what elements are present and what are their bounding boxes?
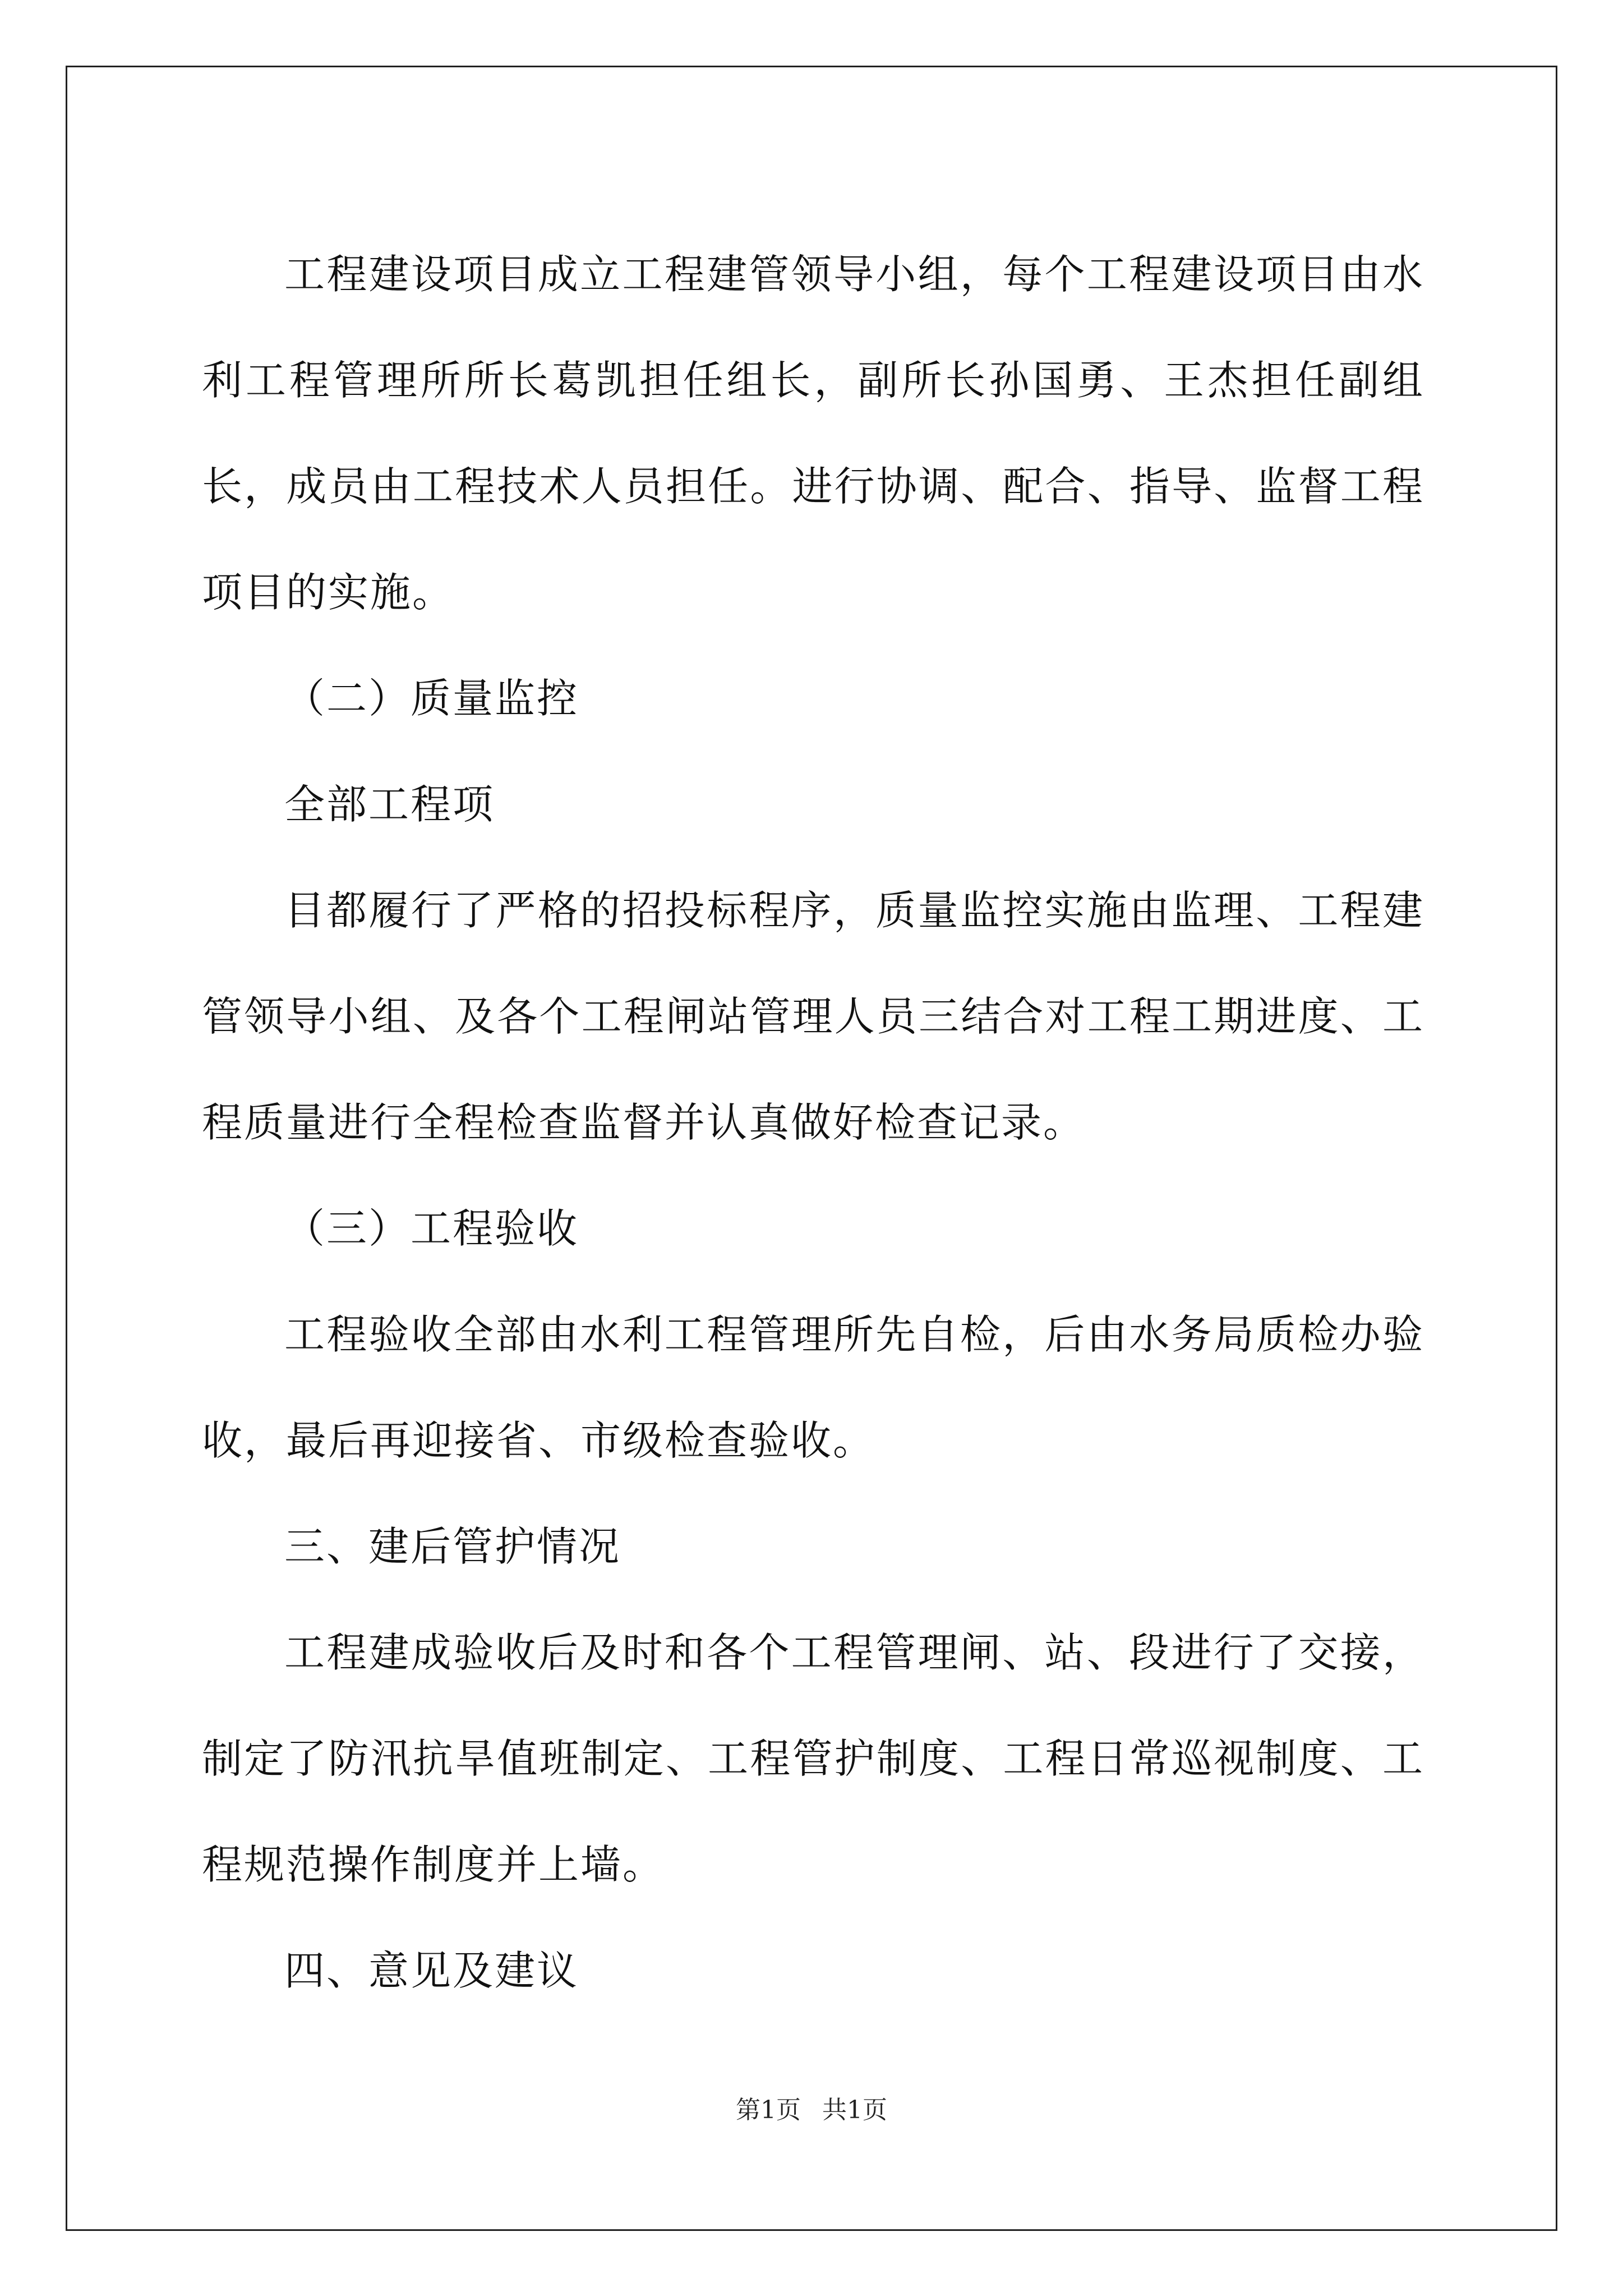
heading-project-acceptance: （三）工程验收 — [284, 1205, 579, 1252]
heading-opinions-and-suggestions: 四、意见及建议 — [284, 1947, 579, 1994]
heading-post-construction-maintenance: 三、建后管护情况 — [284, 1523, 621, 1570]
paragraph-all-projects: 全部工程项 — [284, 781, 495, 828]
paragraph-acceptance-process: 工程验收全部由水利工程管理所先自检，后由水务局质检办验收，最后再迎接省、市级检查验收。 — [202, 1311, 1424, 1464]
document-body — [202, 222, 1424, 2024]
paragraph-bidding-and-supervision: 目都履行了严格的招投标程序，质量监控实施由监理、工程建管领导小组、及各个工程闸站管理人员三结合对工程工期进度、工程质量进行全程检查监督并认真做好检查记录。 — [202, 887, 1424, 1146]
heading-quality-control: （二）质量监控 — [284, 675, 579, 722]
page-number: 第1页 — [736, 2096, 801, 2124]
page-footer — [0, 2090, 1623, 2125]
paragraph-project-leadership: 工程建设项目成立工程建管领导小组，每个工程建设项目由水利工程管理所所长葛凯担任组长，副所长孙国勇、王杰担任副组长，成员由工程技术人员担任。进行协调、配合、指导、监督工程项目的实施。 — [202, 251, 1424, 616]
paragraph-maintenance-systems: 工程建成验收后及时和各个工程管理闸、站、段进行了交接，制定了防汛抗旱值班制定、工程管护制度、工程日常巡视制度、工程规范操作制度并上墙。 — [202, 1629, 1424, 1888]
page-total: 共1页 — [822, 2096, 887, 2124]
